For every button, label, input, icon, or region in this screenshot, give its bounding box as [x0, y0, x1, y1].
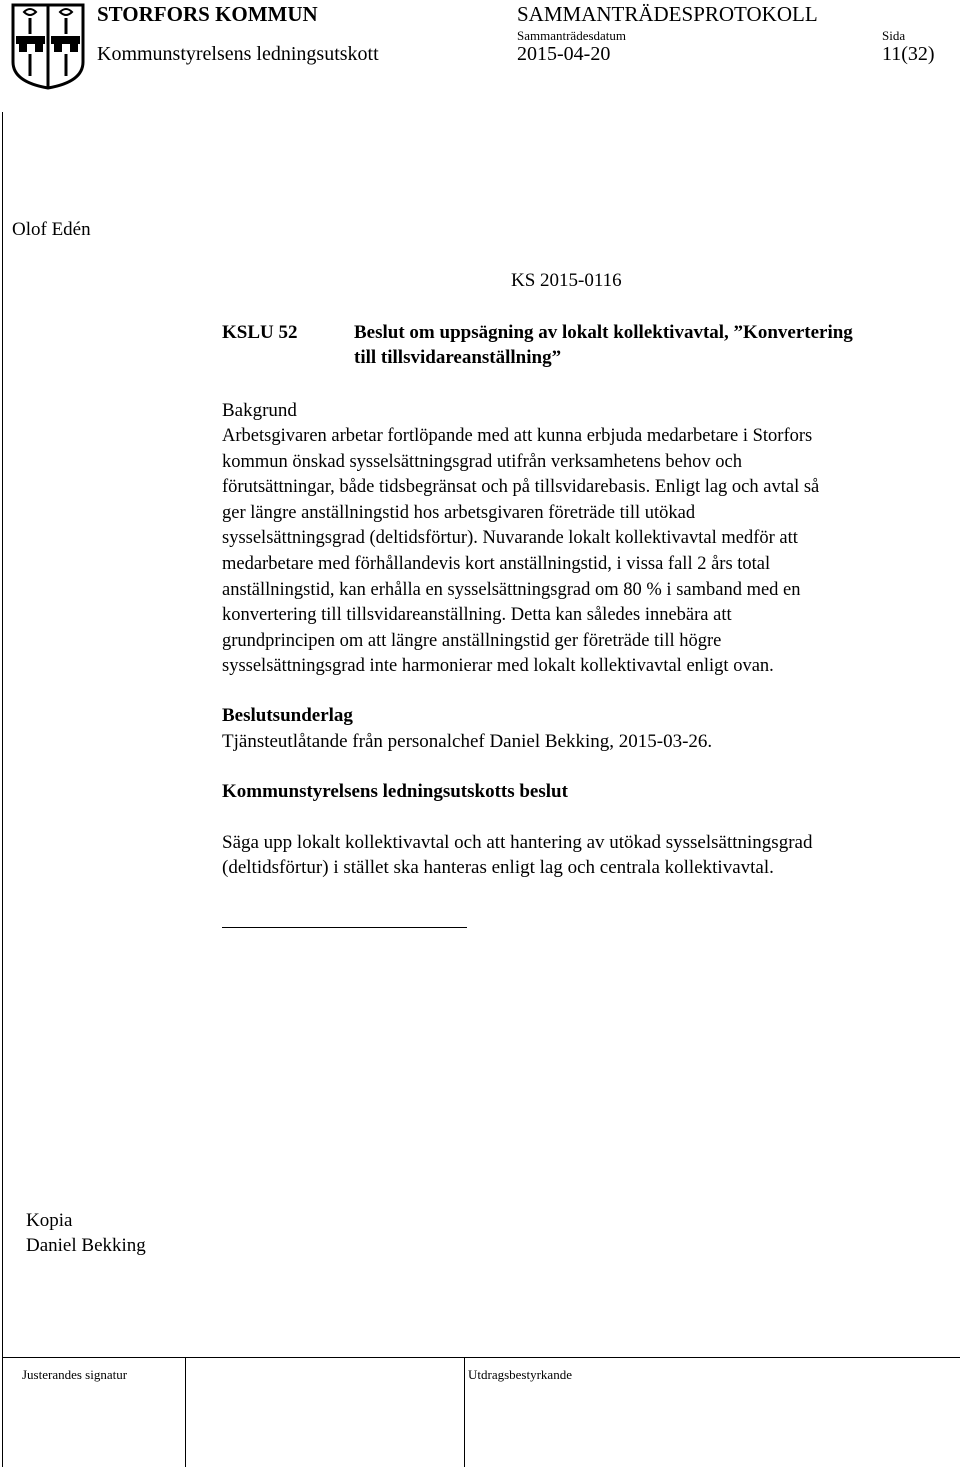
background-line: anställningstid, kan erhålla en sysselsättningsgrad om 80 % i samband med en [222, 579, 801, 600]
certified-extract-label: Utdragsbestyrkande [468, 1367, 572, 1382]
meeting-date: 2015-04-20 [517, 43, 611, 65]
footer-separator-2 [464, 1357, 465, 1467]
footer-separator-1 [185, 1357, 186, 1467]
decision-line-2: (deltidsförtur) i stället ska hanteras enligt lag och centrala kollektivavtal. [222, 857, 774, 878]
attendee-name: Olof Edén [12, 219, 91, 240]
page-number: 11(32) [882, 43, 935, 65]
decision-heading: Kommunstyrelsens ledningsutskotts beslut [222, 781, 568, 802]
background-line: sysselsättningsgrad inte harmonierar med lokalt kollektivavtal enligt ovan. [222, 656, 774, 677]
copy-recipient: Daniel Bekking [26, 1235, 146, 1256]
organization-name: STORFORS KOMMUN [97, 2, 318, 26]
background-line: ger längre anställningstid hos arbetsgivaren företräde till utökad [222, 502, 696, 523]
decision-line-1: Säga upp lokalt kollektivavtal och att hantering av utökad sysselsättningsgrad [222, 832, 813, 853]
background-line: medarbetare med förhållandevis kort anställningstid, i vissa fall 2 års total [222, 553, 771, 574]
item-title-line-1: Beslut om uppsägning av lokalt kollektivavtal, ”Konvertering [354, 322, 853, 343]
page-label: Sida [882, 28, 906, 43]
background-heading: Bakgrund [222, 400, 297, 421]
background-line: förutsättningar, både tidsbegränsat och på tillsvidarebasis. Enligt lag och avtal så [222, 477, 820, 498]
basis-text: Tjänsteutlåtande från personalchef Daniel Bekking, 2015-03-26. [222, 731, 713, 752]
background-paragraph [222, 424, 819, 680]
adjuster-signature-label: Justerandes signatur [22, 1367, 128, 1382]
background-line: grundprincipen om att längre anställningstid ger företräde till högre [222, 630, 722, 651]
item-number: KSLU 52 [222, 322, 298, 343]
copy-label: Kopia [26, 1210, 73, 1231]
background-line: kommun önskad sysselsättningsgrad utifrån verksamhetens behov och [222, 451, 742, 472]
footer-divider [2, 1357, 960, 1358]
page-left-border [2, 112, 3, 1467]
case-number: KS 2015-0116 [511, 270, 622, 291]
document-type: SAMMANTRÄDESPROTOKOLL [517, 2, 818, 26]
meeting-date-label: Sammanträdesdatum [517, 28, 627, 43]
background-line: konvertering till tillsvidareanställning. Detta kan således innebära att [222, 605, 732, 626]
committee-name: Kommunstyrelsens ledningsutskott [97, 43, 379, 65]
background-line: Arbetsgivaren arbetar fortlöpande med att kunna erbjuda medarbetare i Storfors [222, 426, 813, 446]
signature-line [222, 927, 467, 928]
storfors-coat-of-arms-logo [10, 2, 86, 90]
item-title-line-2: till tillsvidareanställning” [354, 347, 562, 368]
basis-heading: Beslutsunderlag [222, 705, 353, 726]
background-line: sysselsättningsgrad (deltidsförtur). Nuvarande lokalt kollektivavtal medför att [222, 528, 798, 549]
